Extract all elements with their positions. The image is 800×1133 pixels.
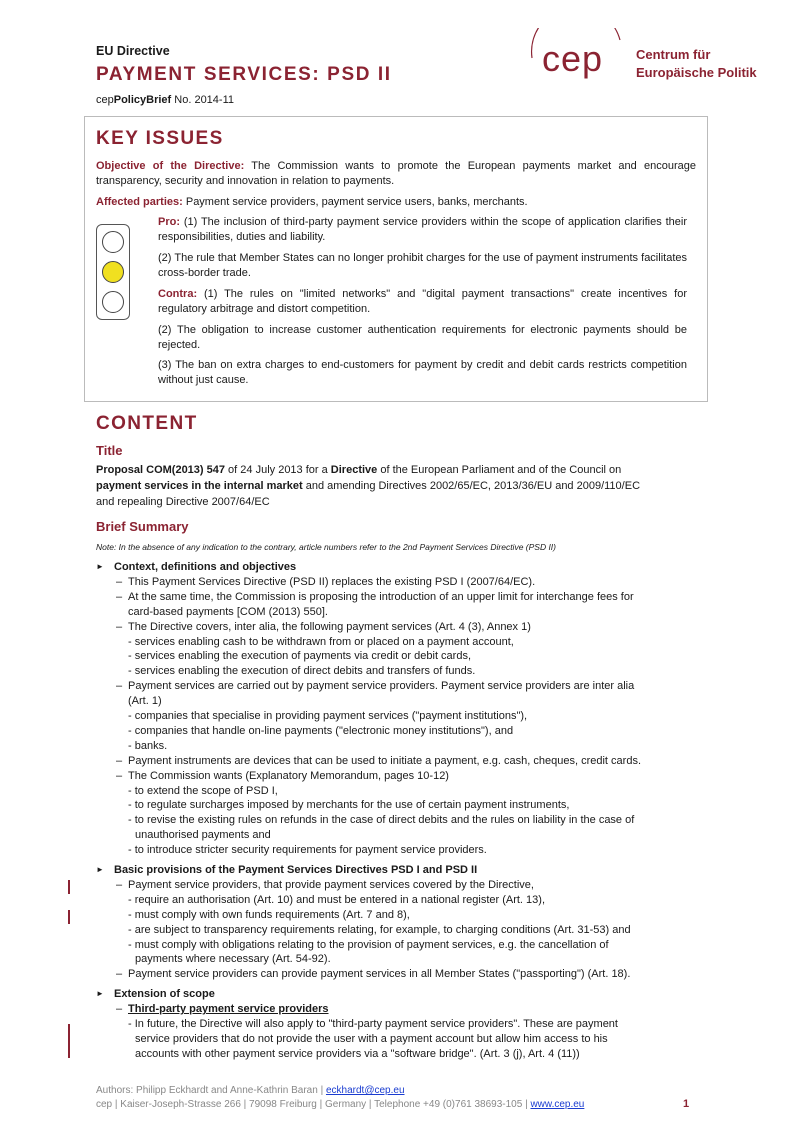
triangle-bullet-icon: ► xyxy=(96,865,104,874)
dash-bullet-icon: – xyxy=(116,680,123,693)
footer-address: cep | Kaiser-Joseph-Strasse 266 | 79098 Freiburg | Germany | Telephone +49 (0)761 38693-105 | www.cep.eu xyxy=(96,1099,585,1110)
pro-2: (2) The rule that Member States can no longer prohibit charges for the use of payment instruments facilitates cross-border trade. xyxy=(158,252,687,279)
dash-bullet-icon: – xyxy=(116,590,123,603)
proposal-paragraph: Proposal COM(2013) 547 of 24 July 2013 for a Directive of the European Parliament and of the Council on payment services in the internal market and amending Directives 2002/65/EC, 2013/36/EU and 2009/110/EC and repealing Directive 2007/64/EC xyxy=(96,464,641,508)
objective-paragraph: Objective of the Directive: The Commission wants to promote the European payments market and encourage transparency, security and innovation in relation to payments. xyxy=(96,160,696,187)
logo-text: cep xyxy=(542,38,604,79)
revision-mark xyxy=(68,1024,70,1058)
triangle-bullet-icon: ► xyxy=(96,562,104,571)
revision-mark xyxy=(68,880,70,894)
pro-1: Pro: (1) The inclusion of third-party payment service providers within the scope of application clarifies their responsibilities, duties and liability. xyxy=(158,216,687,243)
footer-authors: Authors: Philipp Eckhardt and Anne-Kathrin Baran | eckhardt@cep.eu xyxy=(96,1085,405,1096)
key-issues-title: KEY ISSUES xyxy=(96,128,224,149)
summary-note: Note: In the absence of any indication to the contrary, article numbers refer to the 2nd Payment Services Directive (PSD II) xyxy=(96,542,557,552)
dash-bullet-icon: – xyxy=(116,1003,123,1016)
contra-1: Contra: (1) The rules on "limited networks" and "digital payment transactions" create incentives for regulatory arbitrage and distort competition. xyxy=(158,288,687,315)
document-title: PAYMENT SERVICES: PSD II xyxy=(96,64,392,85)
revision-mark xyxy=(68,910,70,924)
brief-number: cepPolicyBrief No. 2014-11 xyxy=(96,94,235,106)
dash-bullet-icon: – xyxy=(116,769,123,782)
contra-3: (3) The ban on extra charges to end-customers for payment by credit and debit cards restricts competition without just cause. xyxy=(158,359,687,386)
triangle-bullet-icon: ► xyxy=(96,989,104,999)
dash-bullet-icon: – xyxy=(116,754,123,767)
brief-summary-heading: Brief Summary xyxy=(96,519,189,534)
affected-parties-paragraph: Affected parties: Payment service providers, payment service users, banks, merchants. xyxy=(96,196,528,208)
org-name: Centrum für Europäische Politik xyxy=(636,47,757,80)
page-number: 1 xyxy=(683,1098,690,1110)
author-email-link[interactable]: eckhardt@cep.eu xyxy=(325,1085,405,1096)
dash-bullet-icon: – xyxy=(116,878,123,891)
summary-body: ► Context, definitions and objectives – This Payment Services Directive (PSD II) replaces the existing PSD I (2007/64/EC). – At the same time, the Commission is proposing the introduction of an upper limit for interchange fees for card-based payments [COM (2013) 550]. – The Directive covers, inter alia, the following payment services (Art. 4 (3), Annex 1) - services enabling cash to be withdrawn from or placed on a payment account, - services enabling the execution of payments via credit or debit cards, - services enabling the execution of direct debits and transfers of funds. – Payment services are carried out by payment service providers. Payment service providers are inter alia (Art. 1) - companies that specialise in providing payment services ("payment institutions"), - companies that handle on-line payments ("electronic money institutions"), and - banks. – Payment instruments are devices that can be used to initiate a payment, e.g. cash, cheques, credit cards. – The Commission wants (Explanatory Memorandum, pages 10-12) - to extend the scope of PSD I, - to regulate surcharges imposed by merchants for the use of certain payment instruments, - to revise the existing rules on refunds in the case of direct debits and the rules on liability in the case of unauthorised payments and - to introduce stricter security requirements for payment service providers. ► Basic provisions of the Payment Services Directives PSD I and PSD II – Payment service providers, that provide payment services covered by the Directive, - require an authorisation (Art. 10) and must be entered in a national register (Art. 13), - must comply with own funds requirements (Art. 7 and 8), - are subject to transparency requirements relating, for example, to charging conditions (Art. 31-53) and - must comply with obligations relating to the provision of payment services, e.g. the cancellation of payments where necessary (Art. 54-92). – Payment service providers can provide payment services in all Member States ("passporting") (Art. 18). ► Extension of scope – Third-party payment service providers - In future, the Directive will also apply to "third-party payment service providers". These are payment service providers that do not provide the user with a payment account but allow him access to his accounts with other payment service providers via a "software bridge". (Art. 3 (j), Art. 4 (11)) xyxy=(96,561,641,1060)
dash-bullet-icon: – xyxy=(116,620,123,633)
dash-bullet-icon: – xyxy=(116,575,123,588)
website-link[interactable]: www.cep.eu xyxy=(530,1099,585,1110)
title-heading: Title xyxy=(96,443,123,458)
document-type: EU Directive xyxy=(96,44,170,58)
contra-2: (2) The obligation to increase customer authentication requirements for electronic payments should be rejected. xyxy=(158,324,687,351)
dash-bullet-icon: – xyxy=(116,968,123,981)
content-title: CONTENT xyxy=(96,413,198,434)
